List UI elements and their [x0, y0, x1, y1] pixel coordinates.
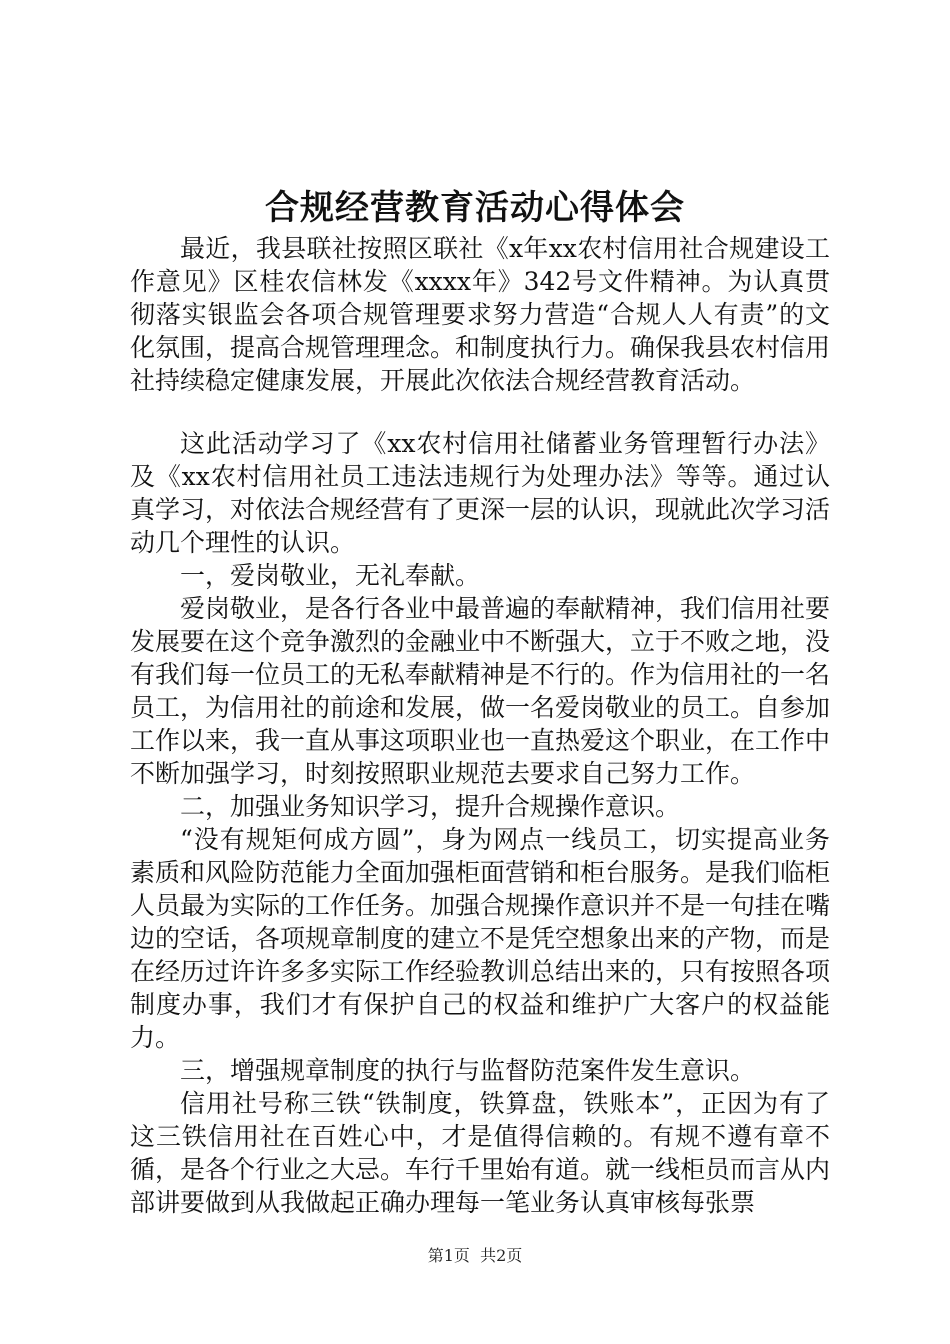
- section-body-2: “没有规矩何成方圆”，身为网点一线员工，切实提高业务素质和风险防范能力全面加强柜面营销和柜台服务。是我们临柜人员最为实际的工作任务。加强合规操作意识并不是一句挂在嘴边的空话，各项规章制度的建立不是凭空想象出来的产物，而是在经历过许许多多实际工作经验教训总结出来的，只有按照各项制度办事，我们才有保护自己的权益和维护广大客户的权益能力。: [130, 825, 831, 1052]
- document-body: [130, 232, 830, 1219]
- paragraph-activity: 这此活动学习了《xx农村信用社储蓄业务管理暂行办法》及《xx农村信用社员工违法违规行为处理办法》等等。通过认真学习，对依法合规经营有了更深一层的认识，现就此次学习活动几个理性的认识。: [130, 429, 831, 557]
- document-title: 合规经营教育活动心得体会: [265, 188, 685, 228]
- paragraph-intro: 最近，我县联社按照区联社《x年xx农村信用社合规建设工作意见》区桂农信林发《xxxx年》342号文件精神。为认真贯彻落实银监会各项合规管理要求努力营造“合规人人有责”的文化氛围，提高合规管理理念。和制度执行力。确保我县农村信用社持续稳定健康发展，开展此次依法合规经营教育活动。: [130, 234, 831, 395]
- section-heading-2: 二，加强业务知识学习，提升合规操作意识。: [180, 792, 681, 821]
- section-body-3: 信用社号称三铁“铁制度，铁算盘，铁账本”，正因为有了这三铁信用社在百姓心中，才是值得信赖的。有规不遵有章不循，是各个行业之大忌。车行千里始有道。就一线柜员而言从内部讲要做到从我做起正确办理每一笔业务认真审核每张票: [130, 1089, 831, 1217]
- section-heading-1: 一，爱岗敬业，无礼奉献。: [180, 561, 481, 590]
- section-body-1: 爱岗敬业，是各行各业中最普遍的奉献精神，我们信用社要发展要在这个竞争激烈的金融业中不断强大，立于不败之地，没有我们每一位员工的无私奉献精神是不行的。作为信用社的一名员工，为信用社的前途和发展，做一名爱岗敬业的员工。自参加工作以来，我一直从事这项职业也一直热爱这个职业，在工作中不断加强学习，时刻按照职业规范去要求自己努力工作。: [130, 594, 831, 788]
- section-heading-3: 三，增强规章制度的执行与监督防范案件发生意识。: [180, 1056, 756, 1085]
- page-number-label: 第1页 共2页: [427, 1246, 523, 1265]
- page-footer: [0, 1245, 950, 1267]
- paragraph-gap: [130, 397, 830, 427]
